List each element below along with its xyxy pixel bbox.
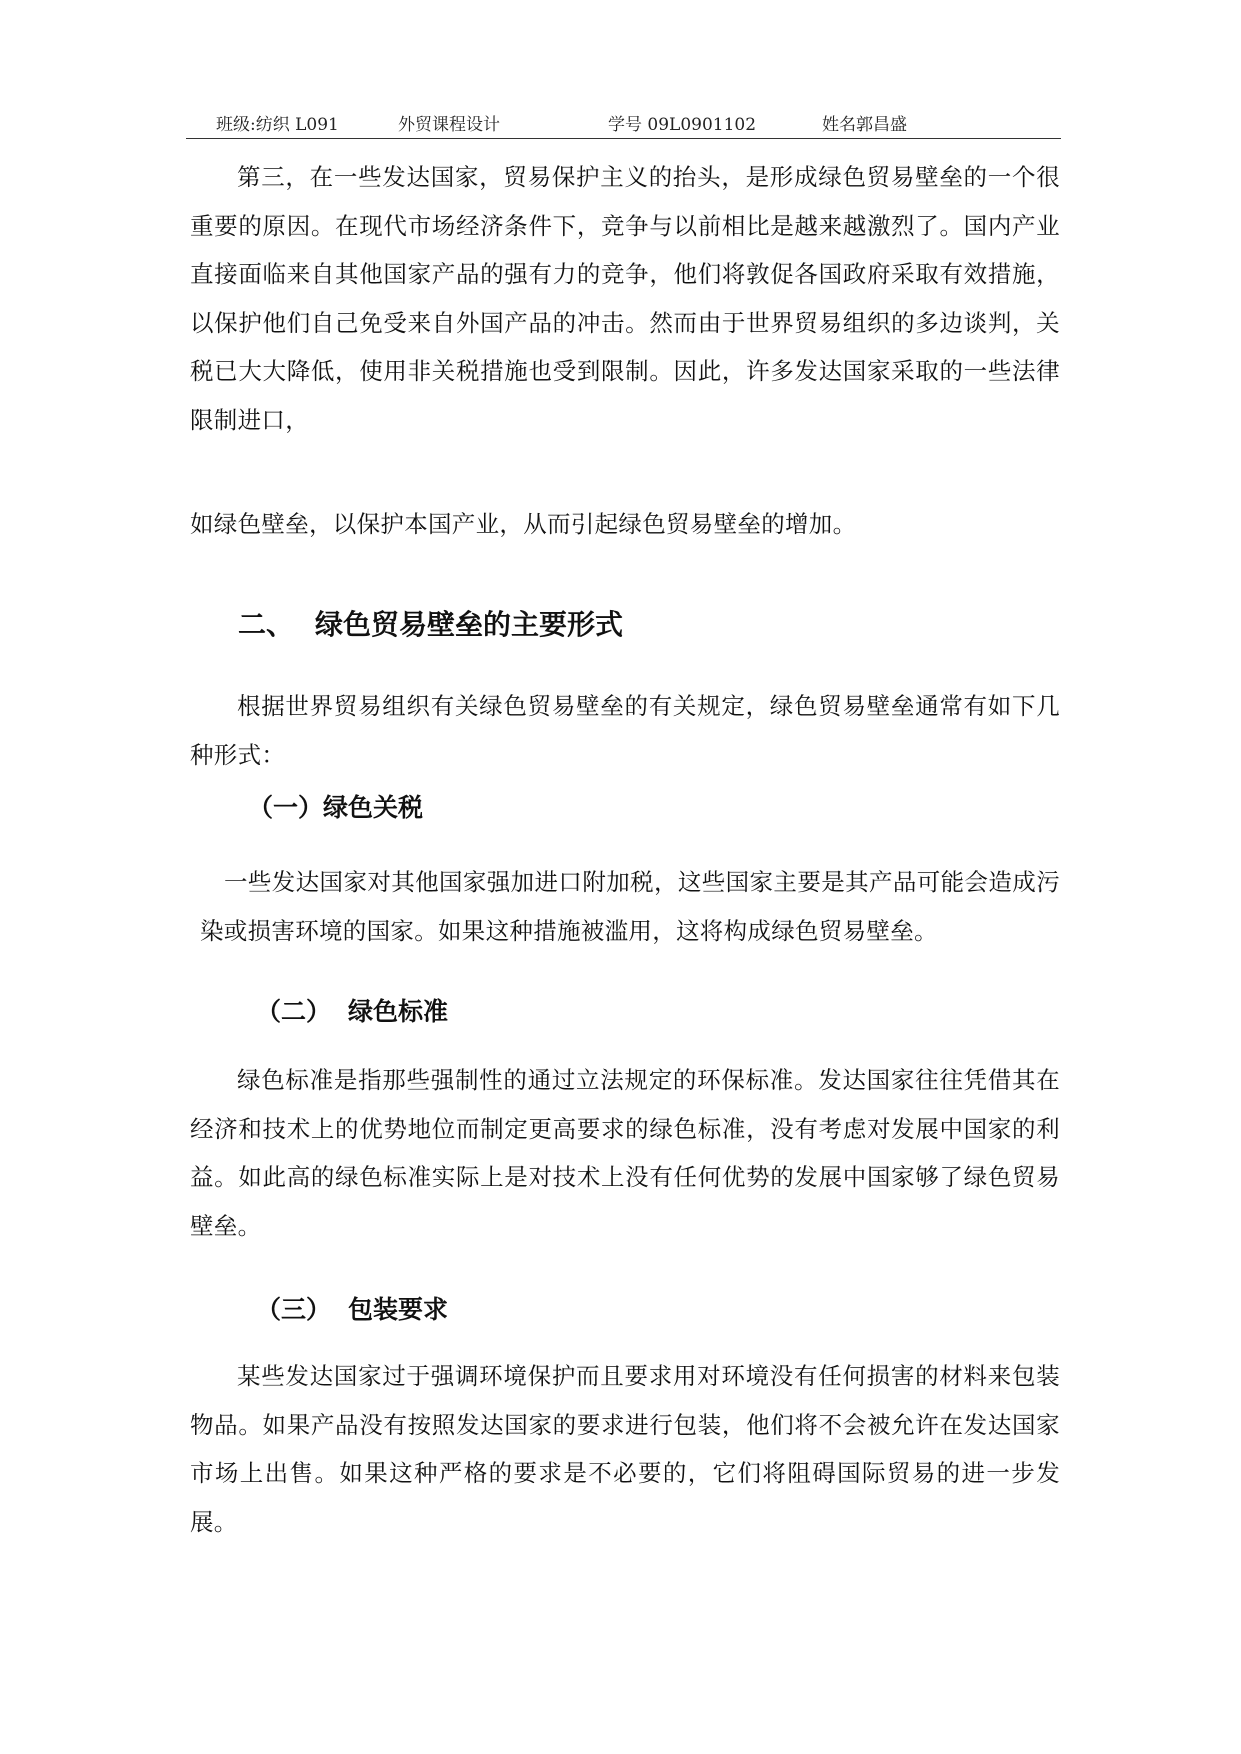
paragraph-green-barrier-increase: 如绿色壁垒，以保护本国产业，从而引起绿色贸易壁垒的增加。 <box>190 510 857 538</box>
subheading-number: （三） <box>256 1295 332 1324</box>
subheading-packaging <box>256 1290 448 1326</box>
paragraph-green-standard: 绿色标准是指那些强制性的通过立法规定的环保标准。发达国家往往凭借其在经济和技术上的优势地位而制定更高要求的绿色标准，没有考虑对发展中国家的利益。如此高的绿色标准实际上是对技术上没有任何优势的发展中国家够了绿色贸易壁垒。 <box>190 1066 1060 1240</box>
section-heading-main-forms <box>238 603 623 643</box>
subheading-title: 包装要求 <box>348 1295 449 1324</box>
subheading-number: （二） <box>256 997 332 1026</box>
header-student-name: 姓名郭昌盛 <box>822 115 907 135</box>
header-student-id: 学号 09L0901102 <box>608 115 757 135</box>
section-number: 二、 <box>238 608 295 641</box>
paragraph-green-tariff: 一些发达国家对其他国家强加进口附加税，这些国家主要是其产品可能会造成污染或损害环境的国家。如果这种措施被滥用，这将构成绿色贸易壁垒。 <box>200 868 1060 945</box>
header-class: 班级:纺织 L091 <box>216 115 339 135</box>
header-course: 外贸课程设计 <box>398 115 500 135</box>
subheading-green-tariff: （一）绿色关税 <box>248 793 424 822</box>
header-divider <box>186 138 1061 139</box>
page-header <box>186 110 1061 138</box>
paragraph-protectionism: 第三，在一些发达国家，贸易保护主义的抬头，是形成绿色贸易壁垒的一个很重要的原因。在现代市场经济条件下，竞争与以前相比是越来越激烈了。国内产业直接面临来自其他国家产品的强有力的竞争，他们将敦促各国政府采取有效措施，以保护他们自己免受来自外国产品的冲击。然而由于世界贸易组织的多边谈判，关税已大大降低，使用非关税措施也受到限制。因此，许多发达国家采取的一些法律限制进口， <box>190 163 1060 434</box>
section-title: 绿色贸易壁垒的主要形式 <box>315 608 624 641</box>
paragraph-forms-intro: 根据世界贸易组织有关绿色贸易壁垒的有关规定，绿色贸易壁垒通常有如下几种形式： <box>190 692 1060 769</box>
subheading-title: 绿色标准 <box>348 997 449 1026</box>
subheading-green-standard <box>256 992 448 1028</box>
paragraph-packaging: 某些发达国家过于强调环境保护而且要求用对环境没有任何损害的材料来包装物品。如果产品没有按照发达国家的要求进行包装，他们将不会被允许在发达国家市场上出售。如果这种严格的要求是不必要的，它们将阻碍国际贸易的进一步发展。 <box>190 1362 1060 1536</box>
